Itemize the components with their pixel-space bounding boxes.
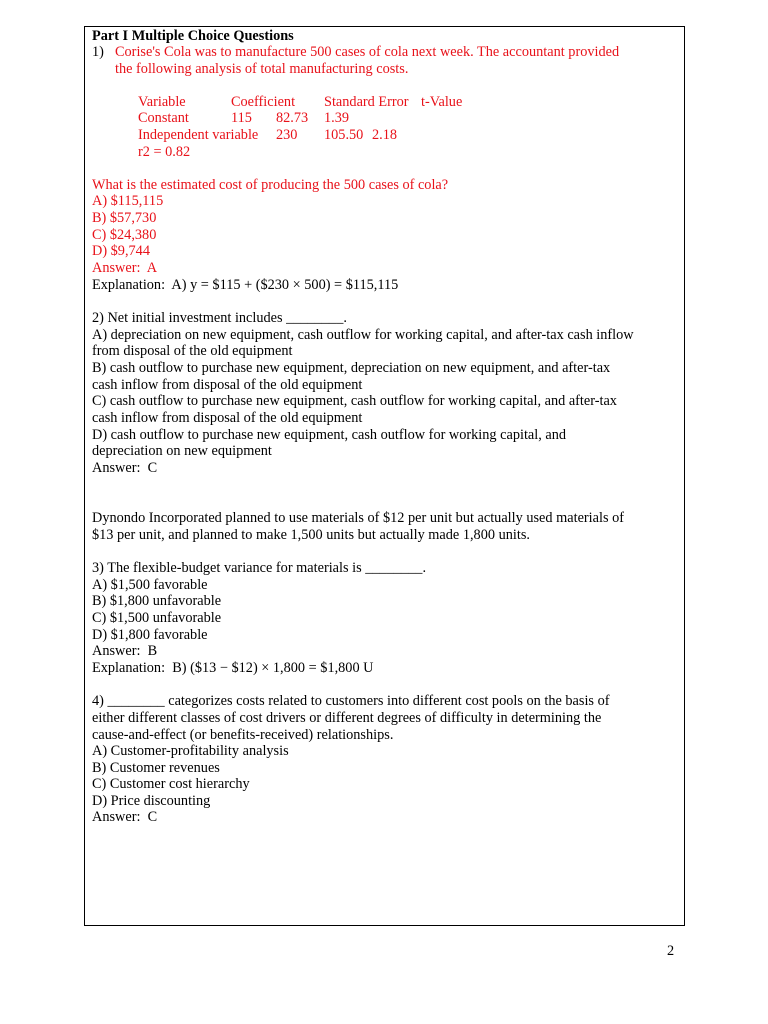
q2-line: depreciation on new equipment <box>92 443 272 459</box>
table-cell: 1.39 <box>324 110 350 126</box>
q4-option-d: D) Price discounting <box>92 793 211 809</box>
q4-stem-line: 4) ________ categorizes costs related to customers into different cost pools on the basis of <box>92 693 610 709</box>
q4-stem-line: cause-and-effect (or benefits-received) relationships. <box>92 727 394 743</box>
q2-line: from disposal of the old equipment <box>92 343 293 359</box>
q2-line: C) cash outflow to purchase new equipment, cash outflow for working capital, and after-tax <box>92 393 617 409</box>
q2-line: A) depreciation on new equipment, cash outflow for working capital, and after-tax cash inflow <box>92 327 634 343</box>
q1-explanation: Explanation: A) y = $115 + ($230 × 500) = $115,115 <box>92 277 399 293</box>
q2-line: B) cash outflow to purchase new equipment, depreciation on new equipment, and after-tax <box>92 360 611 376</box>
q3-stem: 3) The flexible-budget variance for materials is ________. <box>92 560 427 576</box>
q1-number: 1) <box>92 44 104 60</box>
table-cell: Constant <box>138 110 189 126</box>
scenario-line2: $13 per unit, and planned to make 1,500 units but actually made 1,800 units. <box>92 527 530 543</box>
q1-option-a: A) $115,115 <box>92 193 164 209</box>
q1-stem-line1: Corise's Cola was to manufacture 500 cases of cola next week. The accountant provided <box>115 44 620 60</box>
table-cell: 2.18 <box>372 127 398 143</box>
q4-option-b: B) Customer revenues <box>92 760 220 776</box>
table-header-standard-error: Standard Error <box>324 94 409 110</box>
q4-stem-line: either different classes of cost drivers or different degrees of difficulty in determining the <box>92 710 602 726</box>
q3-explanation: Explanation: B) ($13 − $12) × 1,800 = $1,800 U <box>92 660 374 676</box>
table-cell: 115 <box>231 110 252 126</box>
q1-option-c: C) $24,380 <box>92 227 157 243</box>
q1-question: What is the estimated cost of producing the 500 cases of cola? <box>92 177 449 193</box>
q3-option-c: C) $1,500 unfavorable <box>92 610 222 626</box>
q4-option-a: A) Customer-profitability analysis <box>92 743 289 759</box>
q2-stem: 2) Net initial investment includes ________. <box>92 310 347 326</box>
table-cell: 105.50 <box>324 127 364 143</box>
table-cell: Independent variable <box>138 127 259 143</box>
table-header-variable: Variable <box>138 94 186 110</box>
q3-answer: Answer: B <box>92 643 158 659</box>
table-header-t-value: t-Value <box>421 94 463 110</box>
q3-option-b: B) $1,800 unfavorable <box>92 593 222 609</box>
table-cell: 82.73 <box>276 110 309 126</box>
q3-option-d: D) $1,800 favorable <box>92 627 208 643</box>
r-squared: r2 = 0.82 <box>138 144 191 160</box>
table-header-coefficient: Coefficient <box>231 94 296 110</box>
q1-answer: Answer: A <box>92 260 158 276</box>
section-heading: Part I Multiple Choice Questions <box>92 28 294 44</box>
q4-answer: Answer: C <box>92 809 158 825</box>
q2-line: D) cash outflow to purchase new equipment, cash outflow for working capital, and <box>92 427 567 443</box>
q4-option-c: C) Customer cost hierarchy <box>92 776 250 792</box>
table-cell: 230 <box>276 127 298 143</box>
q2-answer: Answer: C <box>92 460 158 476</box>
q1-option-b: B) $57,730 <box>92 210 157 226</box>
q2-line: cash inflow from disposal of the old equipment <box>92 377 363 393</box>
scenario-line1: Dynondo Incorporated planned to use materials of $12 per unit but actually used materials of <box>92 510 625 526</box>
page-number: 2 <box>667 943 675 959</box>
q3-option-a: A) $1,500 favorable <box>92 577 208 593</box>
q1-option-d: D) $9,744 <box>92 243 150 259</box>
q1-stem-line2: the following analysis of total manufacturing costs. <box>115 61 409 77</box>
q2-line: cash inflow from disposal of the old equipment <box>92 410 363 426</box>
